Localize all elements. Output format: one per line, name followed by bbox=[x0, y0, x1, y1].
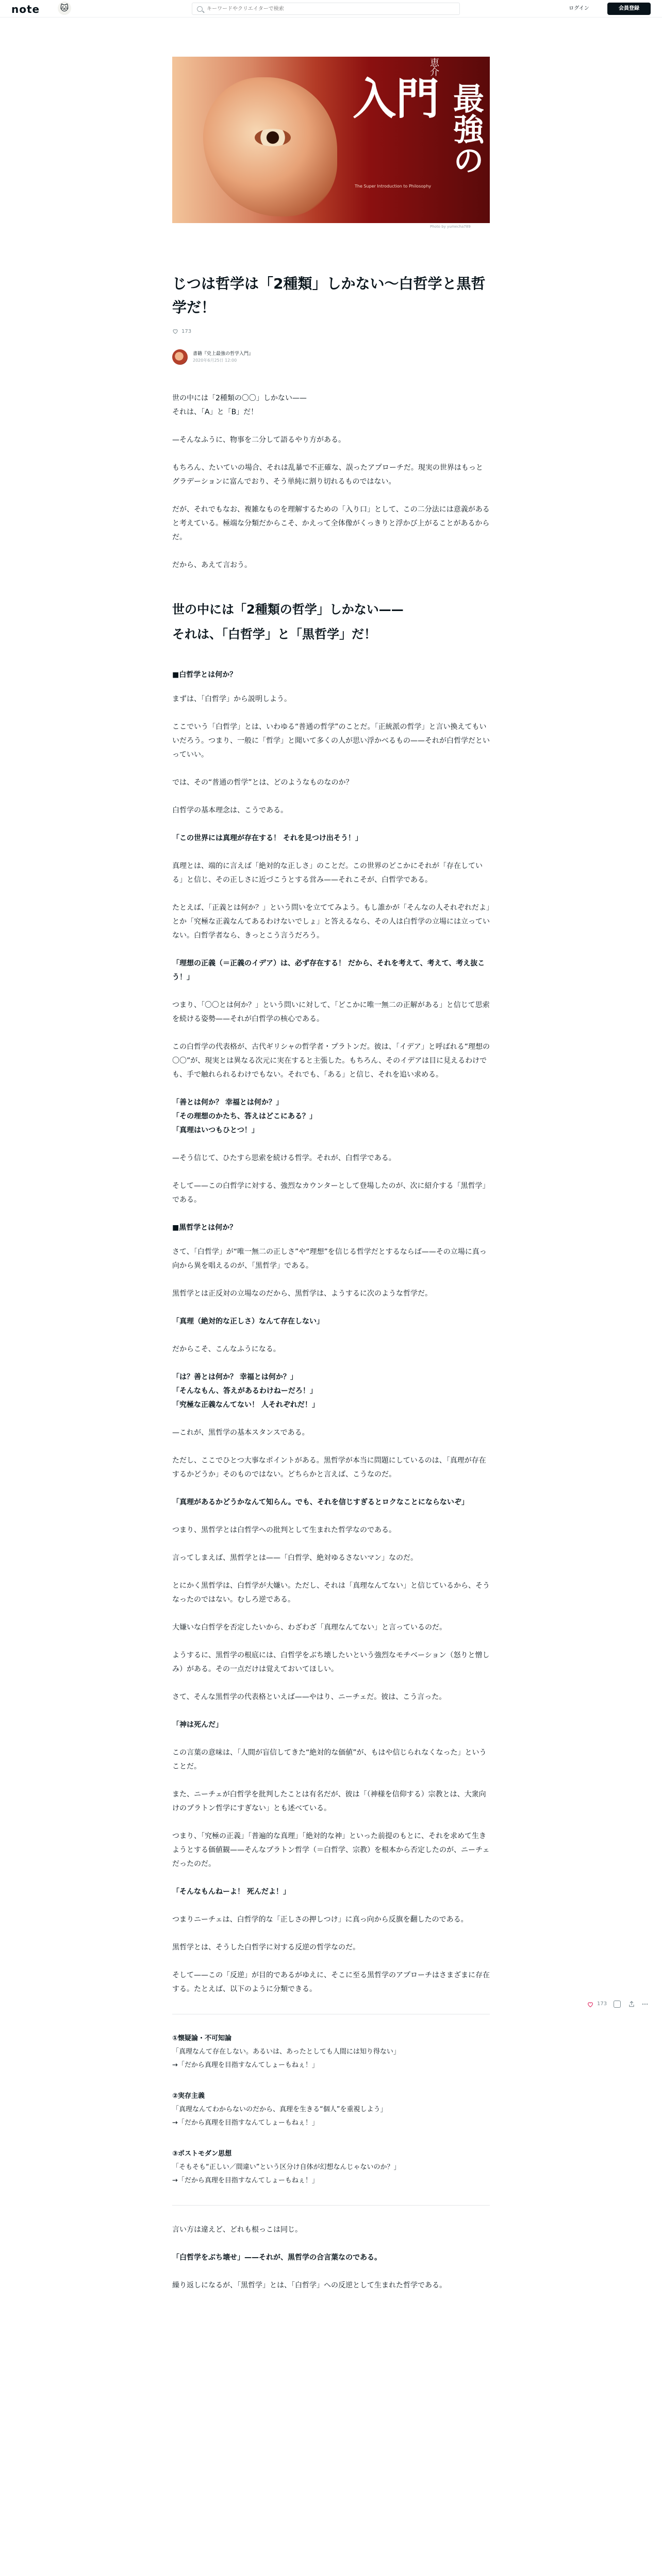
divider bbox=[172, 2205, 490, 2206]
paragraph: —そんなふうに、物事を二分して語るやり方がある。 bbox=[172, 436, 345, 444]
bold-quote: 「この世界には真理が存在する！ それを見つけ出そう！」 bbox=[172, 834, 362, 842]
paragraph: そして——この「反逆」が目的であるがゆえに、そこに至る黒哲学のアプローチはさまざまに存在する。たとえば、以下のように分類できる。 bbox=[172, 1971, 490, 1993]
paragraph: 黒哲学とは、そうした白哲学に対する反逆の哲学なのだ。 bbox=[172, 1943, 360, 1952]
heart-icon[interactable] bbox=[587, 2001, 594, 2008]
hero-title-vertical: 最強の bbox=[448, 82, 484, 175]
article-title: じつは哲学は「2種類」しかない〜白哲学と黒哲学だ！ bbox=[172, 275, 486, 316]
paragraph: ただし、ここでひとつ大事なポイントがある。黒哲学が本当に問題にしているのは、「真理が存在するかどうか」そのものではない。どちらかと言えば、こうなのだ。 bbox=[172, 1456, 486, 1479]
search-box[interactable] bbox=[192, 3, 460, 15]
hero-eye-illustration bbox=[255, 129, 291, 146]
paragraph: だからこそ、こんなふうになる。 bbox=[172, 1345, 280, 1353]
paragraph: だから、あえて言おう。 bbox=[172, 561, 252, 569]
paragraph: つまりニーチェは、白哲学的な「正しさの押しつけ」に真っ向から反旗を翻したのである。 bbox=[172, 1916, 468, 1924]
paragraph: この白哲学の代表格が、古代ギリシャの哲学者・プラトンだ。彼は、「イデア」と呼ばれる“理想の〇〇”が、現実とは異なる次元に実在すると主張した。もちろん、そのイデアは目に見えるわけでも、手で触れられるわけでもない。それでも、「ある」と信じ、それを追い求める。 bbox=[172, 1043, 490, 1079]
site-header bbox=[0, 0, 662, 18]
bold-quote: 「善とは何か？ 幸福とは何か？」 「その理想のかたち、答えはどこにある？」 「真理はいつもひとつ！」 bbox=[172, 1098, 317, 1134]
more-icon[interactable] bbox=[641, 2001, 649, 2008]
hero-title-main: 入門 bbox=[353, 73, 440, 124]
list-item: ②実存主義 「真理なんてわからないのだから、真理を生きる“個人”を重視しよう」 →「だから真理を目指すなんてしょーもねぇ！」 bbox=[172, 2092, 387, 2127]
paragraph: 世の中には「2種類の〇〇」しかない—— それは、「A」と「B」だ！ bbox=[172, 394, 307, 416]
hero-subtitle: The Super Introduction to Philosophy bbox=[355, 184, 432, 189]
photo-credit[interactable]: Photo by yumecha789 bbox=[430, 225, 471, 229]
bold-quote: 「は？善とは何か？ 幸福とは何か？」 「そんなもん、答えがあるわけねーだろ！」 「究極な正義なんてない！ 人それぞれだ！」 bbox=[172, 1373, 319, 1409]
bold-quote: 「真理（絶対的な正しさ）なんて存在しない」 bbox=[172, 1317, 324, 1326]
paragraph: ここでいう「白哲学」とは、いわゆる“普通の哲学”のことだ。「正統派の哲学」と言い換えてもいいだろう。つまり、一般に「哲学」と聞いて多くの人が思い浮かべるもの——それが白哲学だといっていい。 bbox=[172, 723, 490, 759]
paragraph: 大嫌いな白哲学を否定したいから、わざわざ「真理なんてない」と言っているのだ。 bbox=[172, 1623, 446, 1632]
mascot-icon[interactable]: 🐱 bbox=[58, 2, 71, 15]
paragraph: つまり、「究極の正義」「普遍的な真理」「絶対的な神」といった前提のもとに、それを求めて生きようとする価値観——そんなプラトン哲学（＝白哲学、宗教）を根本から否定したのが、ニーチェだったのだ。 bbox=[172, 1832, 490, 1868]
paragraph: とにかく黒哲学は、白哲学が大嫌い。ただし、それは「真理なんてない」と信じているから、そうなったのではない。むしろ逆である。 bbox=[172, 1582, 490, 1604]
paragraph: 真理とは、端的に言えば「絶対的な正しさ」のことだ。この世界のどこかにそれが「存在している」と信じ、その正しさに近づこうとする営み——それこそが、白哲学である。 bbox=[172, 862, 483, 884]
hero-author-mark: 恵介 bbox=[428, 58, 439, 76]
like-count: 173 bbox=[181, 329, 192, 334]
paragraph: 繰り返しになるが、「黒哲学」とは、「白哲学」への反逆として生まれた哲学である。 bbox=[172, 2281, 446, 2290]
like-row[interactable] bbox=[172, 328, 191, 336]
paragraph: さて、そんな黒哲学の代表格といえば——やはり、ニーチェだ。彼は、こう言った。 bbox=[172, 1693, 446, 1701]
paragraph: —そう信じて、ひたすら思索を続ける哲学。それが、白哲学である。 bbox=[172, 1154, 396, 1162]
post-date: 2020年6月25日 12:00 bbox=[193, 358, 237, 363]
note-logo[interactable]: note bbox=[11, 3, 40, 15]
bold-quote: 「真理があるかどうかなんて知らん。でも、それを信じすぎるとロクなことにならないぞ」 bbox=[172, 1498, 469, 1506]
bold-quote: 「理想の正義（＝正義のイデア）は、必ず存在する！ だから、それを考えて、考えて、考え抜こう！」 bbox=[172, 959, 485, 981]
heart-icon[interactable] bbox=[172, 328, 178, 334]
paragraph: 言い方は違えど、どれも根っこは同じ。 bbox=[172, 2226, 302, 2234]
search-icon bbox=[197, 6, 203, 12]
paragraph: —これが、黒哲学の基本スタンスである。 bbox=[172, 1429, 309, 1437]
subsection-heading: ■黒哲学とは何か？ bbox=[172, 1224, 237, 1232]
paragraph: つまり、黒哲学とは白哲学への批判として生まれた哲学なのである。 bbox=[172, 1526, 396, 1534]
floating-like-count: 173 bbox=[597, 2001, 607, 2007]
section-heading: 世の中には「2種類の哲学」しかない—— それは、「白哲学」と「黒哲学」だ！ bbox=[172, 602, 404, 641]
author-name[interactable]: 書籍『史上最強の哲学入門』 bbox=[193, 351, 254, 357]
paragraph: さて、「白哲学」が“唯一無二の正しさ”や“理想”を信じる哲学だとするならば——その立場に真っ向から異を唱えるのが、「黒哲学」である。 bbox=[172, 1248, 487, 1270]
paragraph: 言ってしまえば、黒哲学とは——「白哲学、絶対ゆるさないマン」なのだ。 bbox=[172, 1554, 418, 1562]
share-icon[interactable] bbox=[628, 2001, 635, 2008]
paragraph: たとえば、「正義とは何か？」という問いを立ててみよう。もし誰かが「そんなの人それぞれだよ」とか「究極な正義なんてあるわけないでしょ」と答えるなら、その人は白哲学の立場には立っていない。白哲学者なら、きっとこう言うだろう。 bbox=[172, 904, 490, 940]
subsection-heading: ■白哲学とは何か？ bbox=[172, 671, 237, 679]
list-item: ③ポストモダン思想 「そもそも“正しい／間違い”という区分け自体が幻想なんじゃないのか？」 →「だから真理を目指すなんてしょーもねぇ！」 bbox=[172, 2150, 401, 2184]
paragraph: 白哲学の基本理念は、こうである。 bbox=[172, 806, 288, 815]
paragraph: 黒哲学とは正反対の立場なのだから、黒哲学は、ようするに次のような哲学だ。 bbox=[172, 1290, 432, 1298]
paragraph: もちろん、たいていの場合、それは乱暴で不正確な、誤ったアプローチだ。現実の世界はもっとグラデーションに富んでおり、そう単純に割り切れるものではない。 bbox=[172, 464, 483, 486]
paragraph: では、その“普通の哲学”とは、どのようなものなのか？ bbox=[172, 778, 353, 787]
login-button[interactable]: ログイン bbox=[569, 6, 589, 11]
search-input[interactable] bbox=[207, 3, 454, 14]
floating-actions bbox=[587, 1999, 659, 2010]
comment-icon[interactable] bbox=[614, 2001, 621, 2008]
bold-quote: 「そんなもんねーよ！ 死んだよ！」 bbox=[172, 1888, 290, 1896]
article-body bbox=[172, 392, 490, 2307]
avatar[interactable] bbox=[172, 349, 188, 365]
paragraph: ようするに、黒哲学の根底には、白哲学をぶち壊したいという強烈なモチベーション（怒りと憎しみ）がある。その一点だけは覚えておいてほしい。 bbox=[172, 1651, 490, 1673]
bold-quote: 「白哲学をぶち壊せ」——それが、黒哲学の合言葉なのである。 bbox=[172, 2253, 382, 2262]
signup-button[interactable]: 会員登録 bbox=[607, 3, 651, 15]
paragraph: だが、それでもなお、複雑なものを理解するための「入り口」として、この二分法には意義があると考えている。極端な分類だからこそ、かえって全体像がくっきりと浮かび上がることがあるからだ。 bbox=[172, 505, 490, 541]
list-item: ①懐疑論・不可知論 「真理なんて存在しない。あるいは、あったとしても人間には知り得ない」 →「だから真理を目指すなんてしょーもねぇ！」 bbox=[172, 2035, 400, 2069]
paragraph: そして——この白哲学に対する、強烈なカウンターとして登場したのが、次に紹介する「黒哲学」である。 bbox=[172, 1182, 490, 1204]
paragraph: つまり、「〇〇とは何か？」という問いに対して、「どこかに唯一無二の正解がある」と信じて思索を続ける姿勢——それが白哲学の核心である。 bbox=[172, 1001, 490, 1023]
hero-image bbox=[172, 57, 490, 223]
paragraph: この言葉の意味は、「人間が盲信してきた“絶対的な価値”が、もはや信じられなくなった」ということだ。 bbox=[172, 1749, 487, 1771]
bold-quote: 「神は死んだ」 bbox=[172, 1721, 223, 1729]
paragraph: まずは、「白哲学」から説明しよう。 bbox=[172, 695, 291, 703]
paragraph: また、ニーチェが白哲学を批判したことは有名だが、彼は「（神様を信仰する）宗教とは、大衆向けのプラトン哲学にすぎない」とも述べている。 bbox=[172, 1790, 486, 1812]
